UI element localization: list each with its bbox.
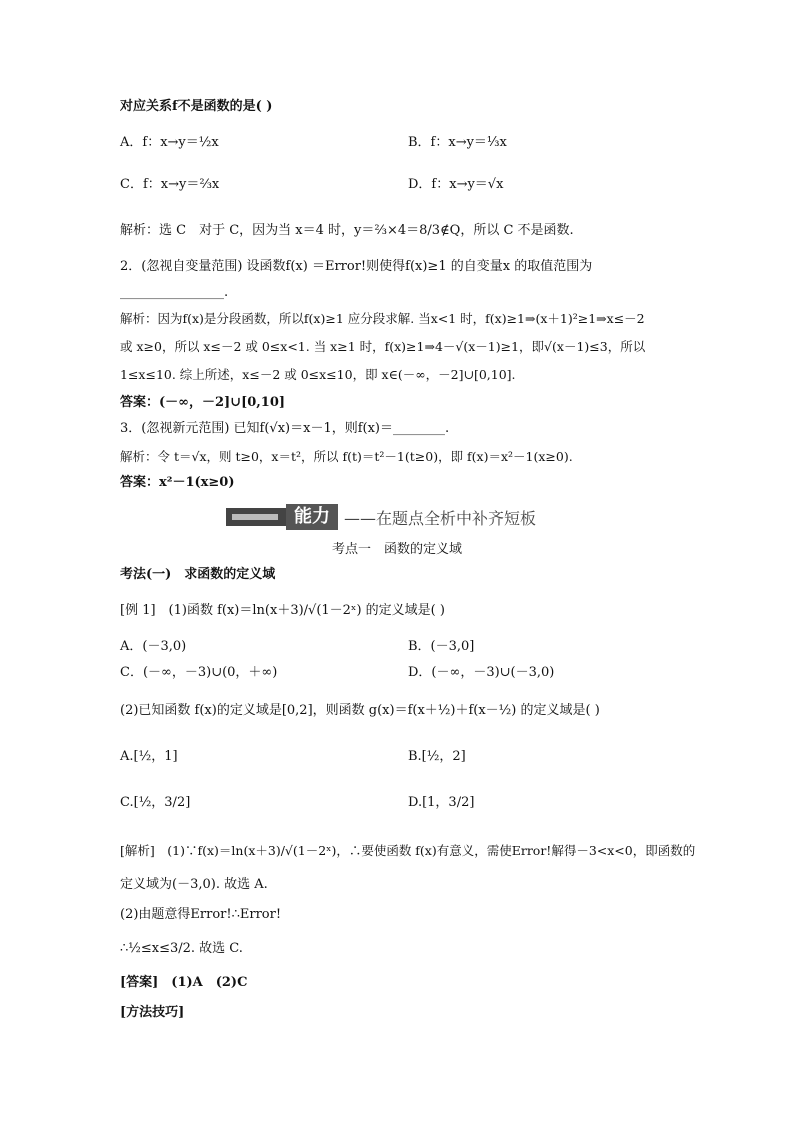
q3-solution: 解析：令 t＝√x，则 t≥0，x＝t²，所以 f(t)＝t²－1(t≥0)，即 f(x)＝x²－1(x≥0). xyxy=(120,449,573,464)
ex1-p2-option-d: D.[1，3/2] xyxy=(408,795,475,810)
q1-stem: 对应关系f不是函数的是( ) xyxy=(120,99,273,114)
section-title: 考点一 函数的定义域 xyxy=(331,542,462,557)
q2-blank: ________________. xyxy=(120,285,229,300)
method-heading: 考法(一) 求函数的定义域 xyxy=(120,567,276,582)
section-banner xyxy=(226,504,566,530)
ex1-p1-option-c: C．(－∞，－3)∪(0，＋∞) xyxy=(120,665,278,680)
ex1-p1-option-b: B．(－3,0] xyxy=(408,639,475,654)
ex1-part2-stem: (2)已知函数 f(x)的定义域是[0,2]，则函数 g(x)＝f(x＋½)＋f(x－½) 的定义域是( ) xyxy=(120,703,600,718)
q1-option-b: B．f：x→y＝⅓x xyxy=(408,135,507,150)
q1-option-a: A．f：x→y＝½x xyxy=(120,135,219,150)
ex1-analysis-line3: (2)由题意得Error!∴Error! xyxy=(120,907,282,922)
banner-bar-highlight xyxy=(232,514,278,520)
ex1-analysis-line1: [解析] (1)∵f(x)＝ln(x＋3)/√(1－2ˣ)，∴要使函数 f(x)有意义，需使Error!解得－3<x<0，即函数的 xyxy=(120,843,696,858)
ex1-analysis-line4: ∴½≤x≤3/2. 故选 C. xyxy=(120,941,243,956)
q2-answer: 答案：(－∞，－2]∪[0,10] xyxy=(120,395,286,410)
ex1-p1-option-d: D．(－∞，－3)∪(－3,0) xyxy=(408,665,555,680)
q1-solution: 解析：选 C 对于 C，因为当 x＝4 时，y＝⅔×4＝8/3∉Q，所以 C 不是函数. xyxy=(120,223,574,238)
ex1-part1-stem: [例 1] (1)函数 f(x)＝ln(x＋3)/√(1－2ˣ) 的定义域是( ) xyxy=(120,603,445,618)
ex1-answer: [答案] (1)A (2)C xyxy=(120,975,248,990)
ex1-p2-option-b: B.[½，2] xyxy=(408,749,466,764)
ex1-analysis-line2: 定义域为(－3,0). 故选 A. xyxy=(120,877,268,892)
q1-option-c: C．f：x→y＝⅔x xyxy=(120,177,220,192)
q2-solution-line2: 或 x≥0，所以 x≤－2 或 0≤x<1. 当 x≥1 时，f(x)≥1⇒4－√(x－1)≥1，即√(x－1)≤3，所以 xyxy=(120,339,646,354)
ex1-method-tips: [方法技巧] xyxy=(120,1005,185,1020)
q2-solution-line1: 解析：因为f(x)是分段函数，所以f(x)≥1 应分段求解. 当x<1 时，f(x)≥1⇒(x＋1)²≥1⇒x≤－2 xyxy=(120,311,645,326)
ex1-p2-option-c: C.[½，3/2] xyxy=(120,795,191,810)
q1-option-d: D．f：x→y＝√x xyxy=(408,177,504,192)
ex1-p1-option-a: A．(－3,0) xyxy=(120,639,187,654)
q3-stem: 3．(忽视新元范围) 已知f(√x)＝x－1，则f(x)＝________. xyxy=(120,421,450,436)
banner-subtitle: ——在题点全析中补齐短板 xyxy=(344,509,537,528)
banner-tag: 能力 xyxy=(286,504,338,530)
q3-answer: 答案：x²－1(x≥0) xyxy=(120,475,235,490)
q2-stem: 2．(忽视自变量范围) 设函数f(x) ＝Error!则使得f(x)≥1 的自变量x 的取值范围为 xyxy=(120,259,593,274)
ex1-p2-option-a: A.[½，1] xyxy=(120,749,178,764)
q2-solution-line3: 1≤x≤10. 综上所述，x≤－2 或 0≤x≤10，即 x∈(－∞，－2]∪[0,10]. xyxy=(120,367,516,382)
